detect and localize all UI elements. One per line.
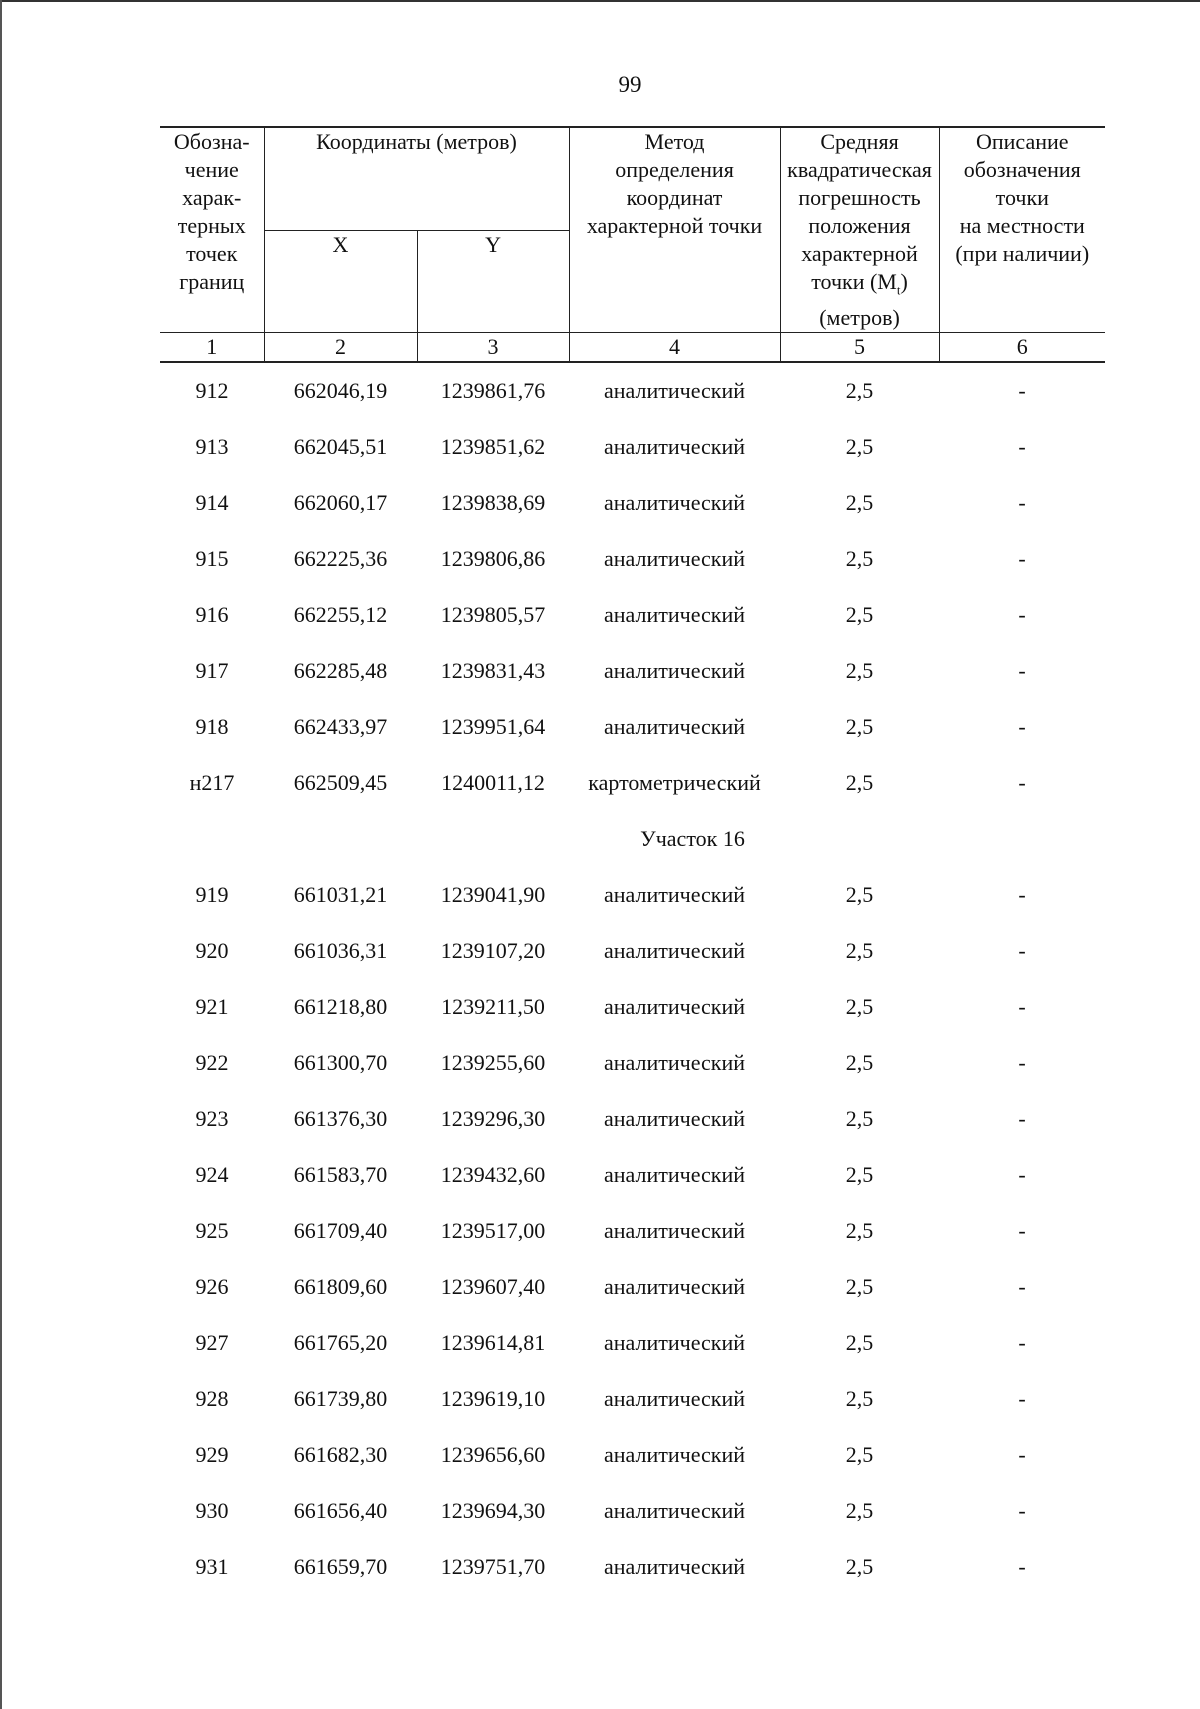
method: аналитический — [604, 1162, 746, 1188]
header-line: чение — [184, 157, 239, 182]
point-id: 927 — [195, 1330, 229, 1356]
header-text: ) — [900, 269, 908, 294]
description: - — [1018, 490, 1026, 516]
point-id: 912 — [195, 378, 229, 404]
table-row — [160, 362, 1105, 419]
method: аналитический — [604, 1106, 746, 1132]
point-id: 918 — [195, 714, 229, 740]
table-row — [160, 699, 1105, 755]
header-line: (метров) — [819, 305, 900, 331]
page-number: 99 — [618, 72, 642, 97]
coord-y: 1239656,60 — [440, 1442, 546, 1468]
coord-x: 661583,70 — [293, 1162, 388, 1188]
header-line: Описание — [975, 129, 1069, 154]
header-mean-square-error — [780, 127, 939, 333]
method: аналитический — [604, 1442, 746, 1468]
table-row — [160, 1427, 1105, 1483]
table-row — [160, 1203, 1105, 1259]
description: - — [1018, 546, 1026, 572]
coord-y: 1239614,81 — [440, 1330, 546, 1356]
point-id: 931 — [195, 1554, 229, 1580]
header-x: X — [264, 231, 417, 333]
point-id: 923 — [195, 1106, 229, 1132]
table-row — [160, 1091, 1105, 1147]
coord-x: 661300,70 — [293, 1050, 388, 1076]
header-line: Метод — [644, 129, 705, 154]
coord-x: 662255,12 — [293, 602, 388, 628]
coord-y: 1239694,30 — [440, 1498, 546, 1524]
header-line: точки — [995, 185, 1049, 210]
method: аналитический — [604, 1274, 746, 1300]
coord-x: 661031,21 — [293, 882, 388, 908]
description: - — [1018, 1106, 1026, 1132]
header-line: погрешность — [798, 185, 921, 210]
table-row — [160, 475, 1105, 531]
point-id: 913 — [195, 434, 229, 460]
scan-edge-left — [0, 0, 2, 1709]
coord-x: 661765,20 — [293, 1330, 388, 1356]
coord-y: 1240011,12 — [441, 770, 545, 796]
method: аналитический — [604, 1218, 746, 1244]
error: 2,5 — [845, 938, 874, 964]
header-line: границ — [179, 269, 245, 294]
method: аналитический — [604, 490, 746, 516]
table-row — [160, 531, 1105, 587]
coordinates-table — [160, 126, 1105, 1595]
table-row — [160, 1259, 1105, 1315]
scan-edge-top — [0, 0, 1200, 2]
description: - — [1018, 1162, 1026, 1188]
description: - — [1018, 1330, 1026, 1356]
method: аналитический — [604, 602, 746, 628]
coord-y: 1239107,20 — [440, 938, 546, 964]
coord-y: 1239951,64 — [440, 714, 546, 740]
header-point-designation — [160, 127, 264, 333]
point-id: 929 — [195, 1442, 229, 1468]
coord-y: 1239296,30 — [440, 1106, 546, 1132]
header-line — [783, 268, 937, 304]
coord-x: 661809,60 — [293, 1274, 388, 1300]
description: - — [1018, 1386, 1026, 1412]
method: аналитический — [604, 994, 746, 1020]
error: 2,5 — [845, 1330, 874, 1356]
coord-x: 661218,80 — [293, 994, 388, 1020]
table-row — [160, 1035, 1105, 1091]
header-line: Обозна- — [173, 129, 250, 154]
table-row — [160, 979, 1105, 1035]
method: аналитический — [604, 1554, 746, 1580]
header-line: определения — [615, 157, 734, 182]
description: - — [1018, 1498, 1026, 1524]
point-id: 928 — [195, 1386, 229, 1412]
description: - — [1018, 434, 1026, 460]
coord-y: 1239861,76 — [440, 378, 546, 404]
header-line: (при наличии) — [955, 241, 1090, 266]
header-line: характерной — [801, 241, 918, 266]
error: 2,5 — [845, 1498, 874, 1524]
header-line: точек — [186, 241, 238, 266]
error: 2,5 — [845, 770, 874, 796]
header-line: Средняя — [820, 129, 899, 154]
point-id: 922 — [195, 1050, 229, 1076]
method: аналитический — [604, 1498, 746, 1524]
header-coordinates-group: Координаты (метров) — [264, 127, 569, 231]
description: - — [1018, 994, 1026, 1020]
coord-x: 662225,36 — [293, 546, 388, 572]
error: 2,5 — [845, 434, 874, 460]
point-id: 930 — [195, 1498, 229, 1524]
error: 2,5 — [845, 994, 874, 1020]
description: - — [1018, 1274, 1026, 1300]
header-text: точки (M — [811, 269, 897, 294]
header-line: терных — [177, 213, 246, 238]
method: аналитический — [604, 378, 746, 404]
table-row — [160, 755, 1105, 811]
header-subscript: t — [896, 282, 901, 298]
coord-y: 1239041,90 — [440, 882, 546, 908]
coord-y: 1239806,86 — [440, 546, 546, 572]
error: 2,5 — [845, 490, 874, 516]
column-numbers-row — [160, 333, 1105, 363]
description: - — [1018, 1554, 1026, 1580]
description: - — [1018, 658, 1026, 684]
description: - — [1018, 602, 1026, 628]
coord-y: 1239805,57 — [440, 602, 546, 628]
method: аналитический — [604, 714, 746, 740]
point-id: 916 — [195, 602, 229, 628]
error: 2,5 — [845, 1050, 874, 1076]
header-line: положения — [808, 213, 911, 238]
coord-y: 1239751,70 — [440, 1554, 546, 1580]
point-id: 921 — [195, 994, 229, 1020]
error: 2,5 — [845, 602, 874, 628]
coord-x: 662509,45 — [293, 770, 388, 796]
method: аналитический — [604, 938, 746, 964]
point-id: 925 — [195, 1218, 229, 1244]
description: - — [1018, 1218, 1026, 1244]
coord-y: 1239851,62 — [440, 434, 546, 460]
coord-x: 661376,30 — [293, 1106, 388, 1132]
error: 2,5 — [845, 1442, 874, 1468]
table-row — [160, 867, 1105, 923]
column-number: 4 — [569, 333, 780, 363]
header-line: координат — [626, 185, 723, 210]
error: 2,5 — [845, 882, 874, 908]
coord-x: 661036,31 — [293, 938, 388, 964]
point-id: 917 — [195, 658, 229, 684]
table-body — [160, 362, 1105, 1595]
section-title: Участок 16 — [640, 826, 745, 852]
coord-y: 1239838,69 — [440, 490, 546, 516]
description: - — [1018, 714, 1026, 740]
point-id: н217 — [189, 770, 235, 796]
table-row — [160, 1539, 1105, 1595]
table-row — [160, 1147, 1105, 1203]
table-row — [160, 1371, 1105, 1427]
header-method — [569, 127, 780, 333]
coord-y: 1239619,10 — [440, 1386, 546, 1412]
coord-x: 662046,19 — [293, 378, 388, 404]
coord-x: 661739,80 — [293, 1386, 388, 1412]
error: 2,5 — [845, 1162, 874, 1188]
method: аналитический — [604, 1330, 746, 1356]
coord-y: 1239607,40 — [440, 1274, 546, 1300]
table-row — [160, 1483, 1105, 1539]
description: - — [1018, 770, 1026, 796]
method: картометрический — [588, 770, 761, 796]
description: - — [1018, 1442, 1026, 1468]
table-row — [160, 923, 1105, 979]
header-line: на местности — [959, 213, 1085, 238]
table-row — [160, 643, 1105, 699]
error: 2,5 — [845, 1106, 874, 1132]
point-id: 924 — [195, 1162, 229, 1188]
error: 2,5 — [845, 714, 874, 740]
method: аналитический — [604, 546, 746, 572]
description: - — [1018, 938, 1026, 964]
header-line: харак- — [182, 185, 242, 210]
section-row — [160, 811, 1105, 867]
column-number: 6 — [939, 333, 1105, 363]
error: 2,5 — [845, 378, 874, 404]
coord-x: 662045,51 — [293, 434, 388, 460]
coord-x: 661682,30 — [293, 1442, 388, 1468]
header-description — [939, 127, 1105, 333]
table-row — [160, 587, 1105, 643]
table-row — [160, 1315, 1105, 1371]
point-id: 919 — [195, 882, 229, 908]
coord-x: 662285,48 — [293, 658, 388, 684]
error: 2,5 — [845, 546, 874, 572]
coord-y: 1239831,43 — [440, 658, 546, 684]
coord-x: 662060,17 — [293, 490, 388, 516]
point-id: 926 — [195, 1274, 229, 1300]
table-row — [160, 419, 1105, 475]
method: аналитический — [604, 882, 746, 908]
column-number: 1 — [160, 333, 264, 363]
coord-x: 661659,70 — [293, 1554, 388, 1580]
coord-y: 1239517,00 — [440, 1218, 546, 1244]
column-number: 3 — [417, 333, 569, 363]
description: - — [1018, 882, 1026, 908]
header-line: обозначения — [963, 157, 1081, 182]
coord-y: 1239432,60 — [440, 1162, 546, 1188]
point-id: 914 — [195, 490, 229, 516]
header-line: характерной точки — [586, 213, 763, 238]
column-number: 5 — [780, 333, 939, 363]
method: аналитический — [604, 434, 746, 460]
coord-x: 661656,40 — [293, 1498, 388, 1524]
error: 2,5 — [845, 1274, 874, 1300]
description: - — [1018, 1050, 1026, 1076]
point-id: 920 — [195, 938, 229, 964]
coord-x: 661709,40 — [293, 1218, 388, 1244]
column-number: 2 — [264, 333, 417, 363]
method: аналитический — [604, 1386, 746, 1412]
coord-y: 1239211,50 — [441, 994, 545, 1020]
description: - — [1018, 378, 1026, 404]
header-row — [160, 127, 1105, 231]
method: аналитический — [604, 1050, 746, 1076]
header-y: Y — [417, 231, 569, 333]
error: 2,5 — [845, 1386, 874, 1412]
coord-y: 1239255,60 — [440, 1050, 546, 1076]
error: 2,5 — [845, 1218, 874, 1244]
coord-x: 662433,97 — [293, 714, 388, 740]
error: 2,5 — [845, 658, 874, 684]
point-id: 915 — [195, 546, 229, 572]
header-line: квадратическая — [787, 157, 932, 182]
error: 2,5 — [845, 1554, 874, 1580]
method: аналитический — [604, 658, 746, 684]
